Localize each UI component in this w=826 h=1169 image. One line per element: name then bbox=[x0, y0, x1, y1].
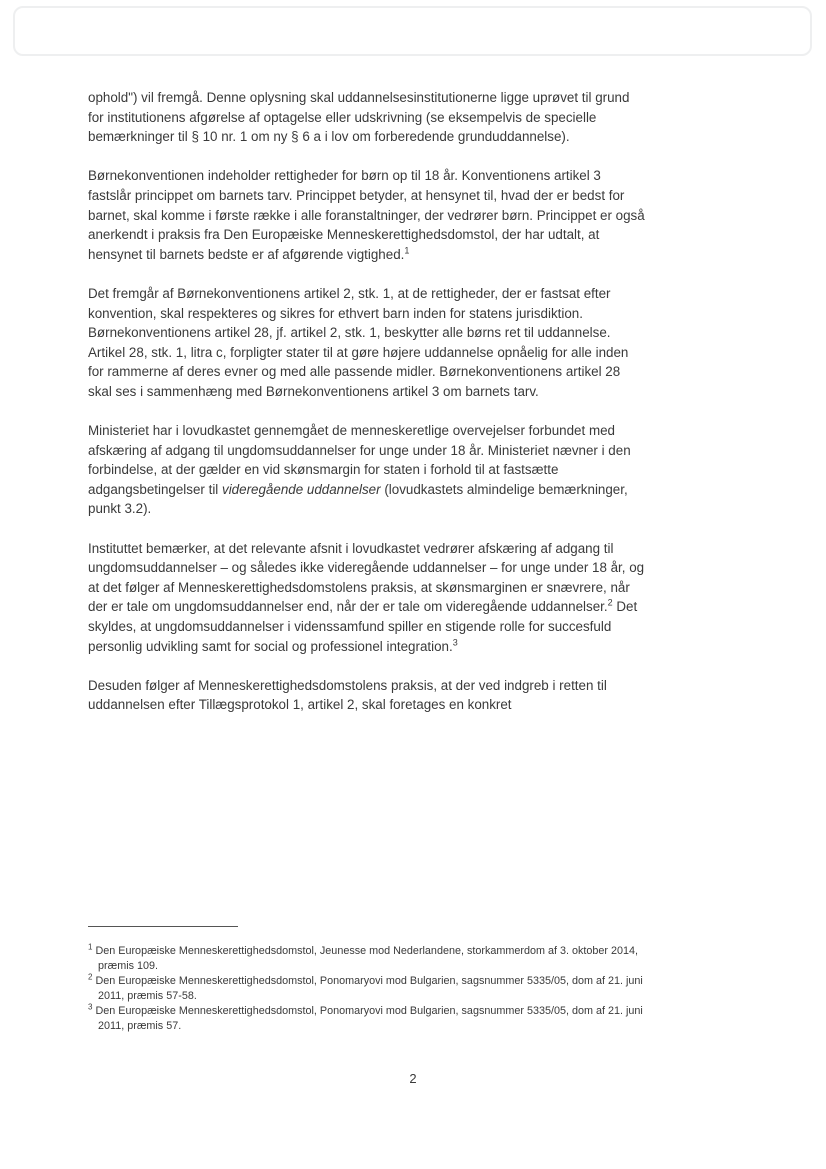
paragraph-text: ophold") vil fremgå. Denne oplysning skal uddannelsesinstitutionerne ligge uprøvet til grund for institutionens afgørelse af optagelse eller udskrivning (se eksempelvis de specielle bemærkninger til § 10 nr. 1 om ny § 6 a i lov om forberedende grunduddannelse). bbox=[88, 90, 630, 145]
footnote-reference-1: 1 bbox=[404, 245, 410, 256]
footnote-marker: 2 bbox=[88, 972, 93, 982]
scan-artifact-top bbox=[13, 6, 812, 56]
paragraph-1 bbox=[88, 88, 646, 147]
paragraph-text: Desuden følger af Menneskerettighedsdomstolens praksis, at der ved indgreb i retten til uddannelsen efter Tillægsprotokol 1, artikel 2, skal foretages en konkret bbox=[88, 677, 607, 713]
paragraph-text: Det skyldes, at ungdomsuddannelser i videnssamfund spiller en stigende rolle for succesfuld personlig udvikling samt for social og professionel integration. bbox=[88, 599, 638, 654]
paragraph-4 bbox=[88, 421, 646, 519]
page-number: 2 bbox=[409, 1071, 417, 1086]
paragraph-2 bbox=[88, 166, 646, 264]
paragraph-3 bbox=[88, 284, 646, 402]
paragraph-text: (lovudkastets almindelige bemærkninger, punkt 3.2). bbox=[88, 481, 628, 517]
footnote-text: Den Europæiske Menneskerettighedsdomstol, Jeunesse mod Nederlandene, storkammerdom af 3. oktober 2014, præmis 109. bbox=[95, 945, 638, 972]
paragraph-6 bbox=[88, 676, 646, 715]
footnote-marker: 1 bbox=[88, 942, 93, 952]
footnote-3 bbox=[88, 1004, 650, 1033]
footnote-reference-2: 2 bbox=[607, 597, 613, 608]
paragraph-text: Ministeriet har i lovudkastet gennemgået de menneskeretlige overvejelser forbundet med afskæring af adgang til ungdomsuddannelser for unge under 18 år. Ministeriet nævner i den forbindelse, at der gælder en vid skønsmargin for staten i forhold til at fastsætte adgangsbetingelser til bbox=[88, 423, 631, 497]
footnote-divider bbox=[88, 926, 238, 927]
footnote-2 bbox=[88, 974, 650, 1003]
italic-phrase: videregående uddannelser bbox=[222, 481, 381, 497]
footnotes-section bbox=[88, 926, 650, 1035]
footnote-1 bbox=[88, 944, 650, 973]
paragraph-text: Instituttet bemærker, at det relevante afsnit i lovudkastet vedrører afskæring af adgang til ungdomsuddannelser – og således ikke videregående uddannelser – for unge under 18 år, og at det følger af Menneskerettighedsdomstolens praksis, at skønsmarginen er snævrere, når der er tale om ungdomsuddannelser end, når der er tale om videregående uddannelser. bbox=[88, 540, 645, 615]
footnote-text: Den Europæiske Menneskerettighedsdomstol, Ponomaryovi mod Bulgarien, sagsnummer 5335/05, dom af 21. juni 2011, præmis 57-58. bbox=[95, 975, 643, 1002]
paragraph-5 bbox=[88, 539, 646, 657]
footnote-reference-3: 3 bbox=[452, 637, 458, 648]
footnote-marker: 3 bbox=[88, 1002, 93, 1012]
paragraph-text: Det fremgår af Børnekonventionens artikel 2, stk. 1, at de rettigheder, der er fastsat efter konvention, skal respekteres og sikres for ethvert barn inden for statens jurisdiktion. Børnekonventionens artikel 28, jf. artikel 2, stk. 1, beskytter alle børns ret til uddannelse. Artikel 28, stk. 1, litra c, forpligter stater til at gøre højere uddannelse opnåelig for alle inden for rammerne af deres evner og med alle passende midler. Børnekonventionens artikel 28 skal ses i sammenhæng med Børnekonventionens artikel 3 om barnets tarv. bbox=[88, 285, 629, 399]
footnote-text: Den Europæiske Menneskerettighedsdomstol, Ponomaryovi mod Bulgarien, sagsnummer 5335/05, dom af 21. juni 2011, præmis 57. bbox=[95, 1005, 643, 1032]
paragraph-text: Børnekonventionen indeholder rettigheder for børn op til 18 år. Konventionens artikel 3 fastslår princippet om barnets tarv. Princippet betyder, at hensynet til, hvad der er bedst for barnet, skal komme i første række i alle foranstaltninger, der vedrører børn. Princippet er også anerkendt i praksis fra Den Europæiske Menneskerettighedsdomstol, der har udtalt, at hensynet til barnets bedste er af afgørende vigtighed. bbox=[88, 168, 645, 262]
document-body bbox=[88, 88, 646, 735]
